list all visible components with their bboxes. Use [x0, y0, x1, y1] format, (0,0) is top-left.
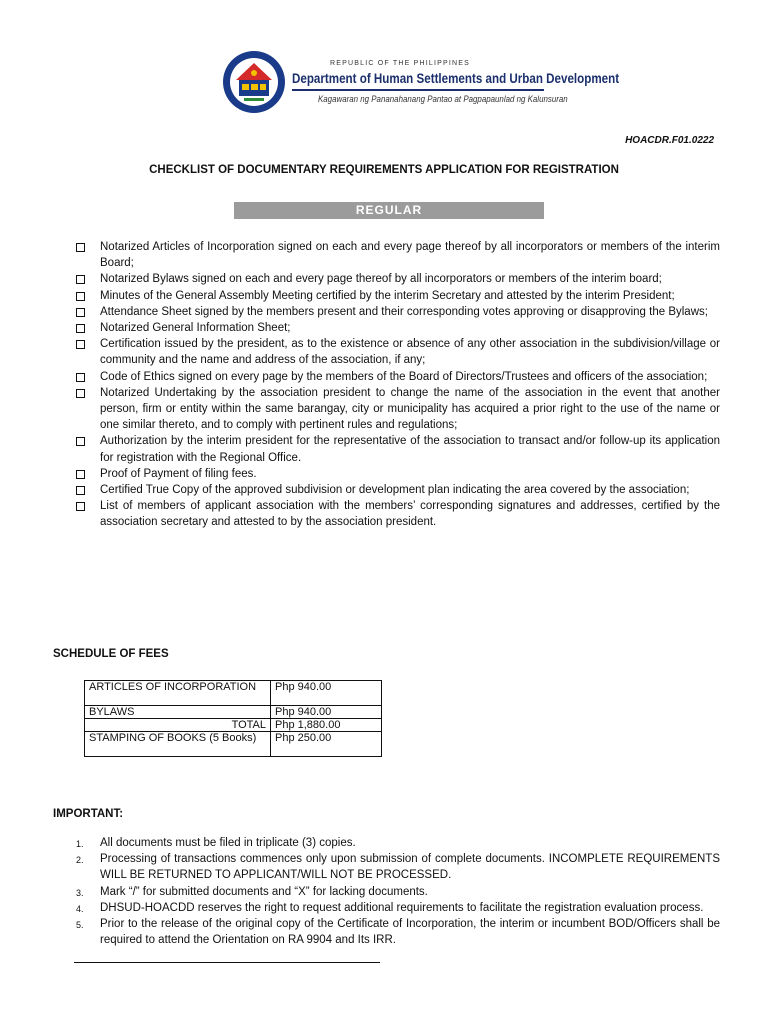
checkbox[interactable]	[76, 340, 85, 349]
note-text: DHSUD-HOACDD reserves the right to request additional requirements to facilitate the registration evaluation process.	[100, 901, 704, 914]
checkbox[interactable]	[76, 437, 85, 446]
note-item	[74, 835, 720, 851]
checkbox[interactable]	[76, 486, 85, 495]
table-row	[85, 681, 382, 706]
table-row	[85, 719, 382, 732]
note-text: All documents must be filed in triplicate (3) copies.	[100, 837, 356, 849]
checklist-item-text: Code of Ethics signed on every page by the members of the Board of Directors/Trustees and officers of the association;	[100, 370, 708, 383]
note-item	[74, 851, 720, 883]
checkbox[interactable]	[76, 243, 85, 252]
fee-item: STAMPING OF BOOKS (5 Books)	[85, 732, 271, 757]
document-title: CHECKLIST OF DOCUMENTARY REQUIREMENTS APPLICATION FOR REGISTRATION	[149, 164, 619, 176]
bottom-divider	[74, 962, 380, 963]
fee-total-amount: Php 1,880.00	[271, 719, 382, 732]
fees-table	[84, 680, 382, 757]
table-row	[85, 706, 382, 719]
checklist-item	[74, 304, 720, 320]
checklist-item-text: Notarized Bylaws signed on each and every page thereof by all incorporators or members of the interim board;	[100, 273, 662, 286]
checklist-item	[74, 320, 720, 336]
checklist-item	[74, 239, 720, 271]
note-number: 3.	[76, 887, 84, 898]
department-name: Department of Human Settlements and Urban Development	[292, 71, 620, 86]
checklist-item-text: Notarized Articles of Incorporation signed on each and every page thereof by all incorporators or members of the interim Board;	[100, 241, 720, 270]
checklist-item	[74, 498, 720, 530]
note-text: Prior to the release of the original copy of the Certificate of Incorporation, the interim or incumbent BOD/Officers shall be required to attend the Orientation on RA 9904 and Its IRR.	[100, 918, 720, 947]
regular-banner: REGULAR	[234, 202, 544, 219]
checklist-item	[74, 369, 720, 385]
dhsud-seal-icon	[222, 50, 286, 114]
requirements-checklist	[74, 239, 720, 531]
checklist-item-text: List of members of applicant association with the members’ corresponding signatures and addresses, certified by the association secretary and attested to by the association president.	[100, 500, 720, 529]
checkbox[interactable]	[76, 292, 85, 301]
fees-heading: SCHEDULE OF FEES	[53, 648, 169, 660]
note-number: 4.	[76, 903, 84, 914]
fee-amount: Php 940.00	[271, 681, 382, 706]
fee-total-label: TOTAL	[85, 719, 271, 732]
checkbox[interactable]	[76, 470, 85, 479]
fee-item: ARTICLES OF INCORPORATION	[85, 681, 271, 706]
important-heading: IMPORTANT:	[53, 808, 124, 820]
checklist-item-text: Certification issued by the president, as to the existence or absence of any other association in the subdivision/village or community and the name and address of the association, if any;	[100, 338, 720, 367]
checklist-item	[74, 385, 720, 434]
checklist-item-text: Minutes of the General Assembly Meeting certified by the interim Secretary and attested by the interim President;	[100, 289, 675, 302]
note-item	[74, 884, 720, 900]
note-text: Processing of transactions commences only upon submission of complete documents. INCOMPLETE REQUIREMENTS WILL BE RETURNED TO APPLICANT/WILL NOT BE PROCESSED.	[100, 853, 720, 882]
note-text: Mark “/” for submitted documents and “X” for lacking documents.	[100, 885, 428, 898]
checkbox[interactable]	[76, 389, 85, 398]
checklist-item	[74, 336, 720, 368]
checklist-item-text: Proof of Payment of filing fees.	[100, 467, 257, 480]
checklist-item-text: Attendance Sheet signed by the members present and their corresponding votes approving or disapproving the Bylaws;	[100, 305, 708, 318]
table-row	[85, 732, 382, 757]
note-number: 5.	[76, 920, 84, 931]
checkbox[interactable]	[76, 502, 85, 511]
checklist-item-text: Notarized Undertaking by the association president to change the name of the association in the event that another person, firm or entity within the same barangay, city or municipality has acquired a prior right to the use of the name or one similar thereto, and to comply with pertinent rules and regulations;	[100, 386, 720, 432]
form-code: HOACDR.F01.0222	[625, 135, 714, 146]
checklist-item	[74, 482, 720, 498]
checkbox[interactable]	[76, 324, 85, 333]
checklist-item	[74, 288, 720, 304]
checklist-item-text: Certified True Copy of the approved subdivision or development plan indicating the area covered by the association;	[100, 484, 690, 497]
department-tagline: Kagawaran ng Pananahanang Pantao at Pagpapaunlad ng Kalunsuran	[318, 94, 568, 104]
checklist-item	[74, 466, 720, 482]
note-item	[74, 916, 720, 948]
checklist-item	[74, 433, 720, 465]
important-notes	[74, 835, 720, 948]
note-number: 2.	[76, 855, 84, 866]
checklist-item-text: Notarized General Information Sheet;	[100, 322, 291, 335]
checkbox[interactable]	[76, 308, 85, 317]
checklist-item	[74, 271, 720, 287]
fee-item: BYLAWS	[85, 706, 271, 719]
republic-text: REPUBLIC OF THE PHILIPPINES	[330, 60, 471, 67]
fee-amount: Php 940.00	[271, 706, 382, 719]
checkbox[interactable]	[76, 275, 85, 284]
header-divider	[292, 89, 544, 91]
checklist-item-text: Authorization by the interim president for the representative of the association to transact and/or follow-up its application for registration with the Regional Office.	[100, 435, 720, 464]
checkbox[interactable]	[76, 373, 85, 382]
fee-amount: Php 250.00	[271, 732, 382, 757]
note-item	[74, 900, 720, 916]
note-number: 1.	[76, 839, 84, 849]
